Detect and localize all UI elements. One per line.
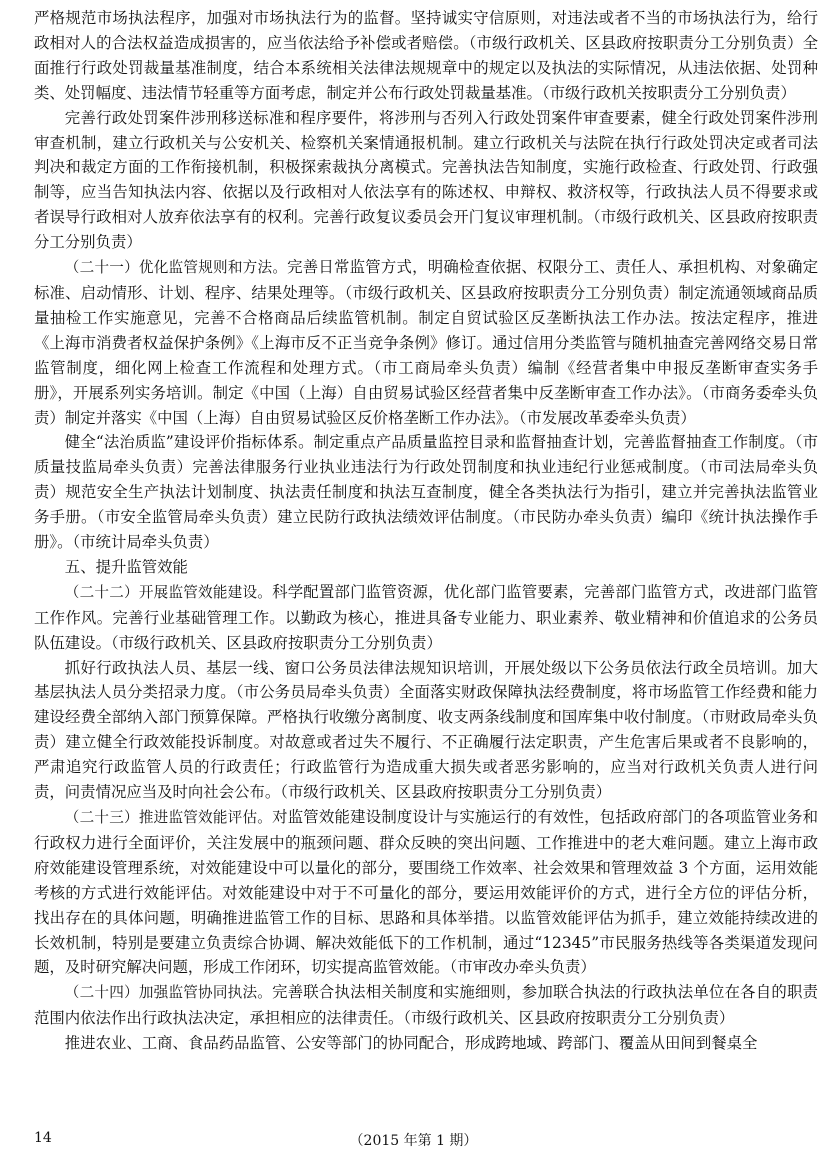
paragraph-8: （二十三）推进监管效能评估。对监管效能建设制度设计与实施运行的有效性，包括政府部门的各项监管业务和行政权力进行全面评价，关注发展中的瓶颈问题、群众反映的突出问题、工作推进中的老大难问题。建立上海市政府效能建设管理系统，对效能建设中可以量化的部分，要围绕工作效率、社会效果和管理效益 3 个方面，运用效能考核的方式进行效能评估。对效能建设中对于不可量化的部分，要运用效能评价的方式，进行全方位的评估分析，找出存在的具体问题，明确推进监管工作的目标、思路和具体举措。以监管效能评估为抓手，建立效能持续改进的长效机制，特别是要建立负责综合协调、解决效能低下的工作机制，通过“12345”市民服务热线等各类渠道发现问题，及时研究解决问题，形成工作闭环，切实提高监管效能。（市审改办牵头负责） xyxy=(34,808,818,977)
page-footer xyxy=(0,1130,827,1156)
paragraph-9: （二十四）加强监管协同执法。完善联合执法相关制度和实施细则，参加联合执法的行政执法单位在各自的职责范围内依法作出行政执法决定，承担相应的法律责任。（市级行政机关、区县政府按职责分工分别负责） xyxy=(34,983,818,1028)
chapter-title: 五、提升监管效能 xyxy=(64,557,188,576)
paragraph-10: 推进农业、工商、食品药品监管、公安等部门的协同配合，形成跨地域、跨部门、覆盖从田间到餐桌全 xyxy=(64,1034,758,1053)
paragraph-2: 完善行政处罚案件涉刑移送标准和程序要件，将涉刑与否列入行政处罚案件审查要素，健全行政处罚案件涉刑审查机制，建立行政机关与公安机关、检察机关案情通报机制。建立行政机关与法院在执行行政处罚决定或者司法判决和裁定方面的工作衔接机制，积极探索裁执分离模式。完善执法告知制度，实施行政检查、行政处罚、行政强制等，应当告知执法内容、依据以及行政相对人依法享有的陈述权、申辩权、救济权等，行政执法人员不得要求或者误导行政相对人放弃依法享有的权利。完善行政复议委员会开门复议审理机制。（市级行政机关、区县政府按职责分工分别负责） xyxy=(34,108,818,252)
page-number: 14 xyxy=(34,1130,52,1146)
paragraph-7: 抓好行政执法人员、基层一线、窗口公务员法律法规知识培训，开展处级以下公务员依法行政全员培训。加大基层执法人员分类招录力度。（市公务员局牵头负责）全面落实财政保障执法经费制度，将市场监管工作经费和能力建设经费全部纳入部门预算保障。严格执行收缴分离制度、收支两条线制度和国库集中收付制度。（市财政局牵头负责）建立健全行政效能投诉制度。对故意或者过失不履行、不正确履行法定职责，产生危害后果或者不良影响的，严肃追究行政监管人员的行政责任；行政监管行为造成重大损失或者恶劣影响的，应当对行政机关负责人进行问责，问责情况应当及时向社会公布。（市级行政机关、区县政府按职责分工分别负责） xyxy=(34,658,818,802)
document-body xyxy=(34,6,818,1056)
section-heading-22: （二十二）开展监管效能建设。 xyxy=(64,583,273,601)
paragraph-4: 健全“法治质监”建设评价指标体系。制定重点产品质量监控目录和监督抽查计划，完善监督抽查工作制度。（市质量技监局牵头负责）完善法律服务行业执业违法行为行政处罚制度和执业违纪行业惩戒制度。（市司法局牵头负责）规范安全生产执法计划制度、执法责任制度和执法互查制度，健全各类执法行为指引，建立并完善执法监管业务手册。（市安全监管局牵头负责）建立民防行政执法绩效评估制度。（市民防办牵头负责）编印《统计执法操作手册》。（市统计局牵头负责） xyxy=(34,433,818,552)
section-heading-23: （二十三）推进监管效能评估。 xyxy=(64,809,273,826)
paragraph-3: （二十一）优化监管规则和方法。完善日常监管方式，明确检查依据、权限分工、责任人、承担机构、对象确定标准、启动情形、计划、程序、结果处理等。（市级行政机关、区县政府按职责分工分别负责）制定流通领域商品质量抽检工作实施意见，完善不合格商品后续监管机制。制定自贸试验区反垄断执法工作办法。按法定程序，推进《上海市消费者权益保护条例》《上海市反不正当竞争条例》修订。通过信用分类监管与随机抽查完善网络交易日常监管制度，细化网上检查工作流程和处理方式。（市工商局牵头负责）编制《经营者集中申报反垄断审查实务手册》，开展系列实务培训。制定《中国（上海）自由贸易试验区经营者集中反垄断审查工作办法》。（市商务委牵头负责）制定并落实《中国（上海）自由贸易试验区反价格垄断工作办法》。（市发展改革委牵头负责） xyxy=(34,258,818,427)
issue-label: （2015 年第 1 期） xyxy=(349,1133,478,1149)
section-heading-24: （二十四）加强监管协同执法。 xyxy=(64,984,273,1002)
paragraph-1: 严格规范市场执法程序，加强对市场执法行为的监督。坚持诚实守信原则，对违法或者不当的市场执法行为，给行政相对人的合法权益造成损害的，应当依法给予补偿或者赔偿。（市级行政机关、区县政府按职责分工分别负责）全面推行行政处罚裁量基准制度，结合本系统相关法律法规规章中的规定以及执法的实际情况，从违法依据、处罚种类、处罚幅度、违法情节轻重等方面考虑，制定并公布行政处罚裁量基准。（市级行政机关按职责分工分别负责） xyxy=(34,9,818,102)
section-heading-21: （二十一）优化监管规则和方法。 xyxy=(64,259,288,277)
paragraph-6: （二十二）开展监管效能建设。科学配置部门监管资源，优化部门监管要素，完善部门监管方式，改进部门监管工作作风。完善行业基础管理工作。以勤政为核心，推进具备专业能力、职业素养、敬业精神和价值追求的公务员队伍建设。（市级行政机关、区县政府按职责分工分别负责） xyxy=(34,582,818,652)
